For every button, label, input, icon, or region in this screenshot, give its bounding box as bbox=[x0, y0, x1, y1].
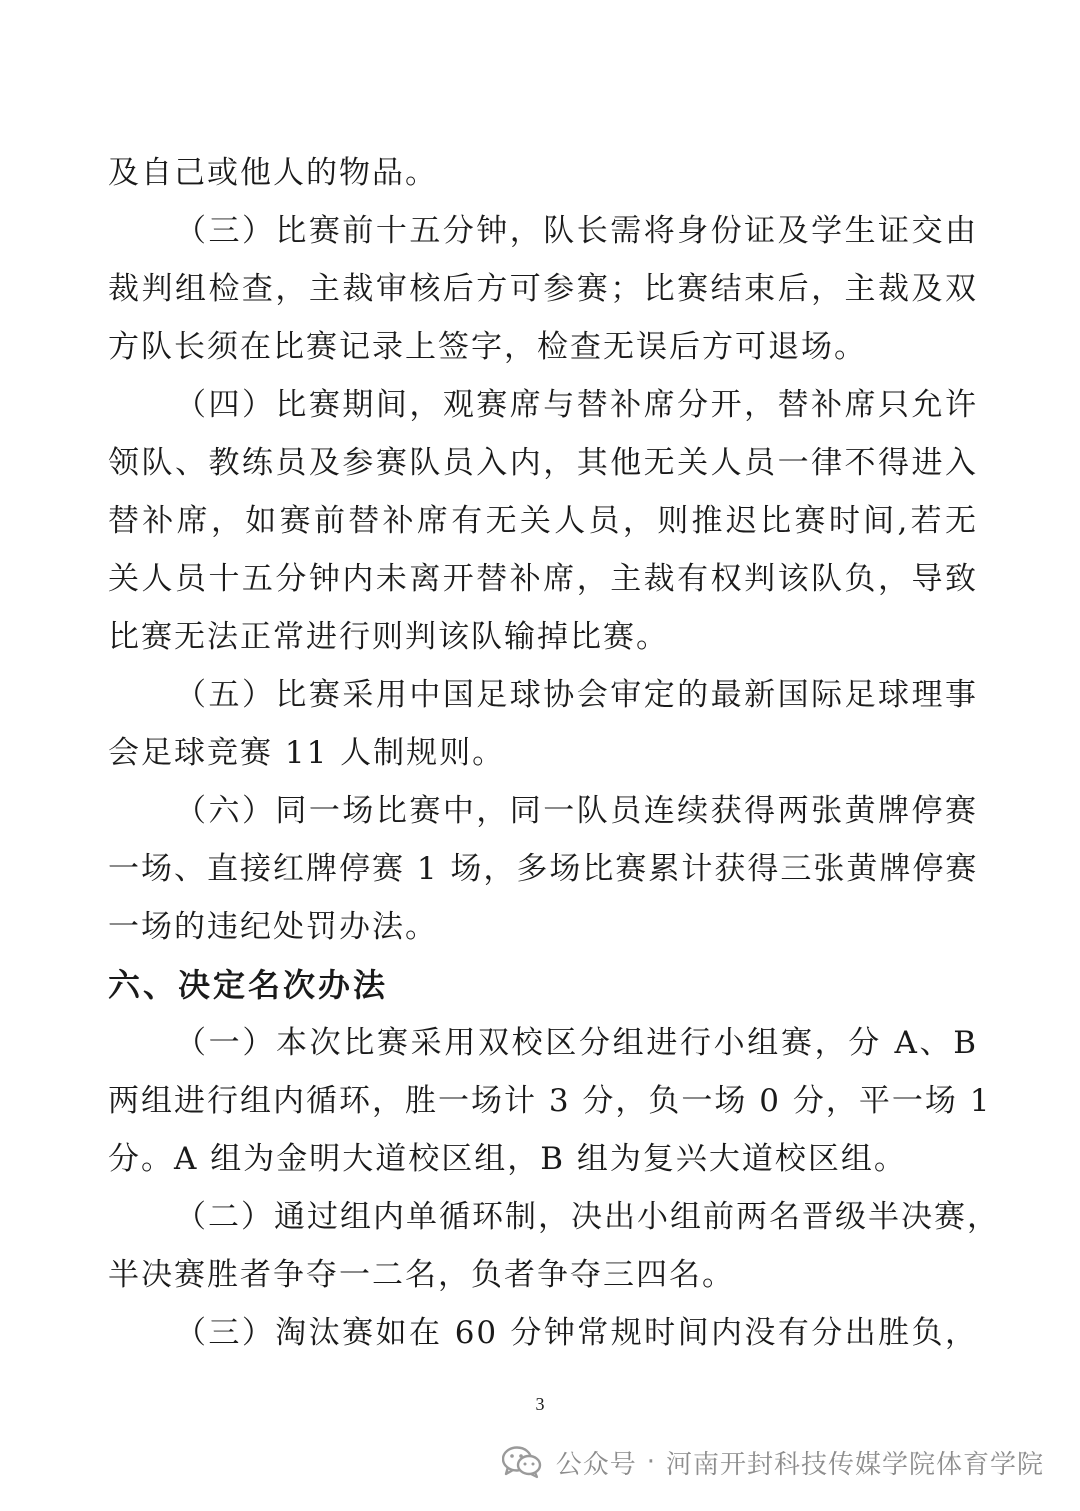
paragraph-line: 两组进行组内循环，胜一场计 3 分，负一场 0 分，平一场 1 bbox=[108, 1083, 992, 1119]
paragraph-line: 关人员十五分钟内未离开替补席，主裁有权判该队负，导致 bbox=[108, 561, 978, 597]
section-heading: 六、决定名次办法 bbox=[108, 966, 389, 1004]
paragraph-line: 领队、教练员及参赛队员入内，其他无关人员一律不得进入 bbox=[108, 445, 978, 481]
paragraph-line: 替补席，如赛前替补席有无关人员，则推迟比赛时间,若无 bbox=[108, 503, 978, 539]
paragraph-line: （一）本次比赛采用双校区分组进行小组赛，分 A、B bbox=[175, 1025, 978, 1061]
paragraph-line: （二）通过组内单循环制，决出小组前两名晋级半决赛， bbox=[175, 1199, 1000, 1235]
paragraph-line: 会足球竞赛 11 人制规则。 bbox=[108, 735, 506, 771]
page-number: 3 bbox=[535, 1394, 545, 1414]
paragraph-line: （四）比赛期间，观赛席与替补席分开，替补席只允许 bbox=[175, 387, 978, 423]
paragraph-line: （三）比赛前十五分钟，队长需将身份证及学生证交由 bbox=[175, 213, 978, 249]
paragraph-line: 一场、直接红牌停赛 1 场，多场比赛累计获得三张黄牌停赛 bbox=[108, 851, 979, 887]
paragraph-line: 半决赛胜者争夺一二名，负者争夺三四名。 bbox=[108, 1257, 735, 1293]
paragraph-line: 比赛无法正常进行则判该队输掉比赛。 bbox=[108, 619, 669, 655]
paragraph-line: 裁判组检查，主裁审核后方可参赛；比赛结束后，主裁及双 bbox=[108, 271, 978, 307]
footer-separator: · bbox=[646, 1447, 656, 1477]
wechat-account-footer bbox=[502, 1440, 1044, 1484]
paragraph-line: 分。A 组为金明大道校区组，B 组为复兴大道校区组。 bbox=[108, 1141, 907, 1177]
paragraph-line: （五）比赛采用中国足球协会审定的最新国际足球理事 bbox=[175, 677, 978, 713]
wechat-icon bbox=[502, 1445, 542, 1479]
paragraph-line: （三）淘汰赛如在 60 分钟常规时间内没有分出胜负， bbox=[175, 1315, 978, 1351]
paragraph-line: （六）同一场比赛中，同一队员连续获得两张黄牌停赛 bbox=[175, 793, 978, 829]
paragraph-line: 及自己或他人的物品。 bbox=[108, 155, 438, 191]
footer-prefix: 公众号 bbox=[555, 1449, 637, 1480]
paragraph-line: 方队长须在比赛记录上签字，检查无误后方可退场。 bbox=[108, 329, 867, 365]
footer-account-name[interactable]: 河南开封科技传媒学院体育学院 bbox=[665, 1449, 1044, 1480]
paragraph-line: 一场的违纪处罚办法。 bbox=[108, 909, 438, 945]
